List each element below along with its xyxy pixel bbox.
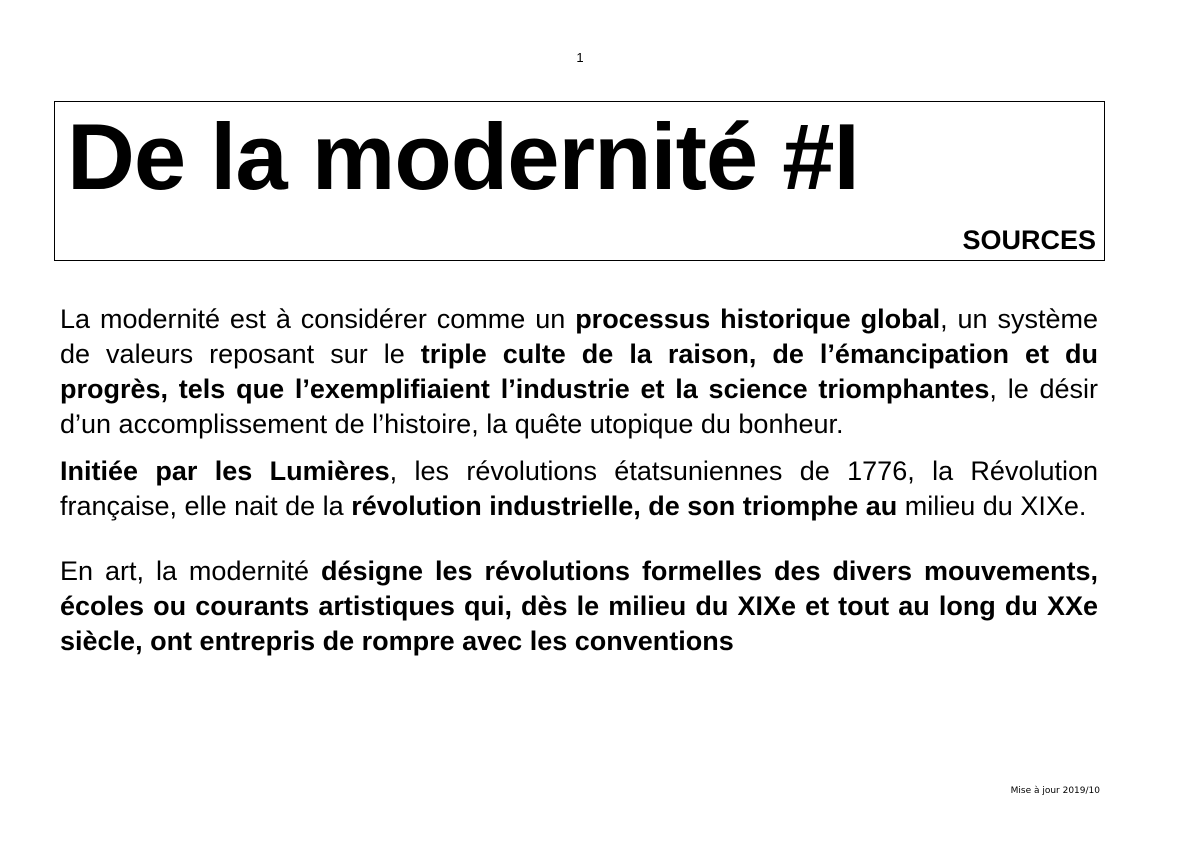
p2-text-2: milieu du XIXe. bbox=[897, 491, 1087, 521]
p1-text-3: , le désir d’un accomplissement de l’histoire, la quête utopique du bonheur. bbox=[60, 374, 1099, 439]
p3-text-1: En art, la modernité bbox=[60, 556, 321, 586]
title-box bbox=[54, 101, 1105, 261]
document-title: De la modernité #I bbox=[67, 104, 859, 209]
p3-bold-1: désigne les révolutions formelles des divers mouvements, écoles ou courants artistiques qui, dès le milieu du XIXe et tout au long du XXe siècle, ont entrepris de rompre avec les conventions bbox=[60, 556, 1098, 656]
p2-bold-2: révolution industrielle, de son triomphe au bbox=[351, 491, 898, 521]
p1-text-1: La modernité est à considérer comme un bbox=[60, 304, 576, 334]
paragraph-2 bbox=[60, 454, 1098, 524]
p1-bold-1: processus historique global bbox=[575, 304, 941, 334]
p2-text-1: , les révolutions étatsuniennes de 1776, la Révolution française, elle nait de la bbox=[60, 456, 1099, 521]
p1-text-2: , un système de valeurs reposant sur le bbox=[60, 304, 1099, 369]
body-text bbox=[60, 302, 1098, 659]
page-number: 1 bbox=[576, 50, 584, 65]
paragraph-3 bbox=[60, 554, 1098, 659]
document-subtitle: SOURCES bbox=[962, 225, 1096, 256]
footer-update-date: Mise à jour 2019/10 bbox=[1010, 786, 1100, 796]
paragraph-1 bbox=[60, 302, 1098, 442]
p2-bold-1: Initiée par les Lumières bbox=[60, 456, 390, 486]
p1-bold-2: triple culte de la raison, de l’émancipation et du progrès, tels que l’exemplifiaient l’industrie et la science triomphantes bbox=[60, 339, 1098, 404]
